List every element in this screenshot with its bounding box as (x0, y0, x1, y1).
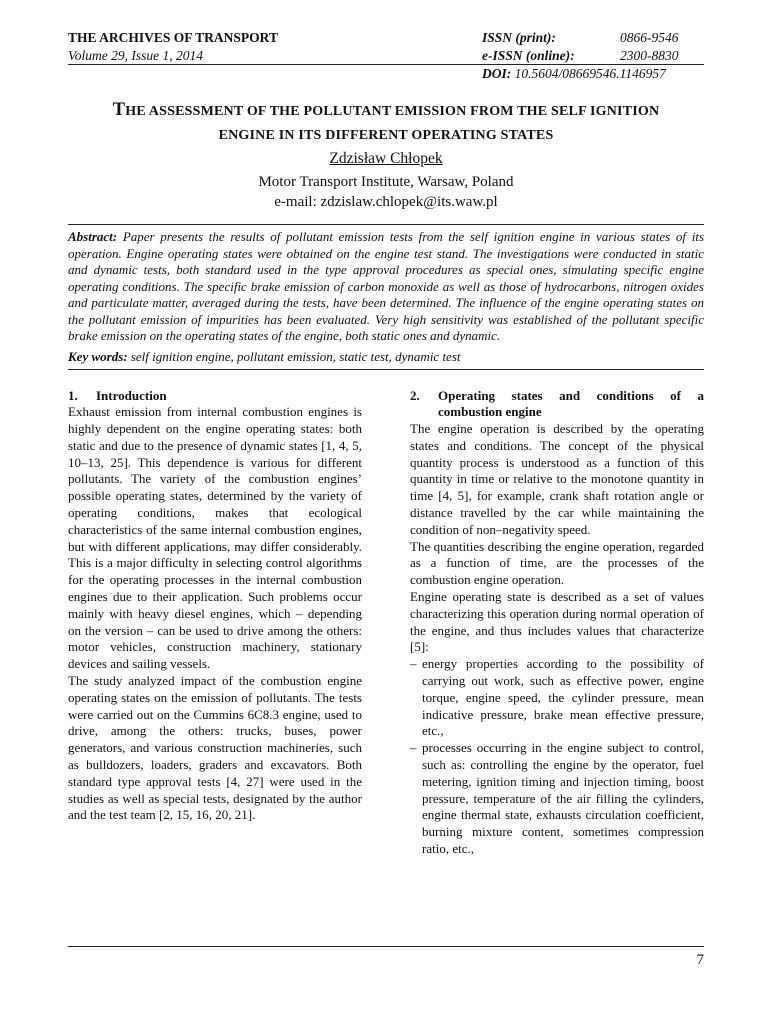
email: e-mail: zdzislaw.chlopek@its.waw.pl (274, 194, 498, 210)
doi-label: DOI: (482, 66, 512, 81)
left-column (68, 388, 362, 825)
running-header (68, 28, 704, 84)
keywords-text: self ignition engine, pollutant emission, static test, dynamic test (130, 348, 461, 364)
page (68, 28, 704, 898)
eissn-value: 2300-8830 (620, 48, 679, 63)
affiliation: Motor Transport Institute, Warsaw, Poland (258, 174, 514, 190)
journal-volume: Volume 29, Issue 1, 2014 (68, 48, 203, 63)
title-line1: HE ASSESSMENT OF THE POLLUTANT EMISSION FROM THE SELF IGNITION (125, 104, 660, 119)
body-columns (68, 388, 704, 898)
keywords (68, 349, 704, 370)
section2-paragraph-1: The engine operation is described by the operating states and conditions. The concept of the physical quantity process is understood as a function of this quantity in time or relative to the monotone quantity in time [4, 5], for example, crank shaft rotation angle or distance travelled by the car while maintaining the condition of non–negativity speed. (410, 421, 704, 537)
abstract-label: Abstract: (68, 229, 118, 244)
author-name: Zdzisław Chłopek (329, 150, 443, 167)
section2-number: 2. (410, 387, 420, 403)
section1-number: 1. (68, 387, 78, 403)
section2-paragraph-3: Engine operating state is described as a set of values characterizing this operation during normal operation of the engine, and thus includes values that characterize [5]: (410, 589, 704, 655)
paper-title (68, 98, 704, 148)
section2-title: Operating states and conditions of a combustion engine (438, 387, 704, 420)
list-item (410, 656, 704, 740)
footer-rule (68, 946, 704, 947)
list-dash: – (410, 740, 417, 756)
doi (482, 66, 666, 82)
list-dash: – (410, 656, 417, 672)
section1-title: Introduction (96, 387, 167, 403)
title-first-letter: T (112, 100, 126, 120)
right-column (410, 388, 704, 858)
journal-name: THE ARCHIVES OF TRANSPORT (68, 30, 278, 45)
section2-heading (410, 388, 704, 422)
affiliation-block (68, 172, 704, 212)
abstract (68, 224, 704, 345)
eissn-label: e-ISSN (online): (482, 48, 575, 63)
issn-label: ISSN (print): (482, 30, 556, 45)
abstract-text: Paper presents the results of pollutant emission tests from the self ignition engine in various states of its operation. Engine operating states were obtained on the engine test stand. The investigations were conducted in static and dynamic tests, both standard used in the type approval procedures as special ones, simulating specific engine operating conditions. The specific brake emission of carbon monoxide as well as those of hydrocarbons, nitrogen oxides and particulate matter, averaged during the tests, have been determined. The influence of the engine operating states on the pollutant emission of impurities has been evaluated. Very high sensitivity was established of the pollutant specific brake emission on the operating states of the engine, both static ones and dynamic. (68, 229, 704, 343)
section1-paragraph-2: The study analyzed impact of the combustion engine operating states on the emission of pollutants. The tests were carried out on the Cummins 6C8.3 engine, used to drive, among the others: trucks, buses, power generators, and various construction machineries, such as bulldozers, loaders, graders and excavators. Both standard type approval tests [4, 27] were used in the studies as well as special tests, designated by the author and the test team [2, 15, 16, 20, 21]. (68, 673, 362, 823)
doi-value: 10.5604/08669546.1146957 (514, 66, 666, 81)
section1-heading (68, 388, 362, 405)
list-item-text-2: processes occurring in the engine subject to control, such as: controlling the engine by the operator, fuel metering, ignition timing and injection timing, boost pressure, temperature of the air filling the cylinders, engine thermal state, exhausts circulation coefficient, burning mixture content, sometimes compression ratio, etc., (422, 740, 704, 857)
keywords-label: Key words: (68, 348, 128, 364)
section2-paragraph-2: The quantities describing the engine operation, regarded as a function of time, are the processes of the combustion engine operation. (410, 538, 704, 588)
title-line2: ENGINE IN ITS DIFFERENT OPERATING STATES (218, 128, 554, 143)
issn-value: 0866-9546 (620, 30, 679, 45)
page-number: 7 (696, 952, 704, 968)
list-item-text-1: energy properties according to the possibility of carrying out work, such as effective power, engine torque, engine speed, the cylinder pressure, mean indicative pressure, brake mean effective pressure, etc., (422, 656, 704, 739)
list-item (410, 740, 704, 858)
section1-paragraph-1: Exhaust emission from internal combustion engines is highly dependent on the engine operating states: both static and due to the presence of dynamic states [1, 4, 5, 10–13, 25]. This dependence is various for different pollutants. The variety of the combustion engines’ possible operating states, determined by the variety of operating conditions, makes that ecological characteristics of the same internal combustion engines, but with different applications, may differ considerably. This is a major difficulty in selecting control algorithms for the operating processes in the internal combustion engines due to their application. Such problems occur mainly with heavy diesel engines, which – depending on the version – can be used to drive among the others: motor vehicles, construction machinery, stationary devices and sailing vessels. (68, 404, 362, 672)
header-rule (68, 64, 704, 65)
